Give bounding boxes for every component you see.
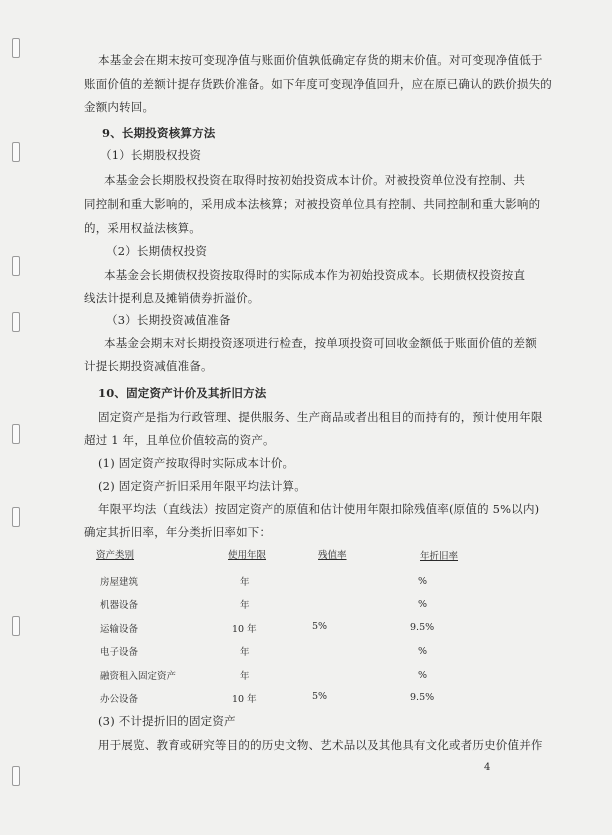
table-cell: 机器设备 bbox=[100, 600, 139, 611]
binder-hole bbox=[12, 766, 20, 786]
table-cell: 年 bbox=[240, 600, 250, 611]
table-cell: % bbox=[418, 670, 428, 681]
table-cell: 融资租入固定资产 bbox=[100, 671, 177, 682]
para-line: 超过 1 年，且单位价值较高的资产。 bbox=[84, 433, 275, 447]
subsection-heading: （2）长期债权投资 bbox=[106, 244, 208, 258]
binder-hole bbox=[12, 38, 20, 58]
para-line: 线法计提利息及摊销债券折溢价。 bbox=[84, 291, 260, 305]
binder-hole bbox=[12, 507, 20, 527]
table-cell: 9.5% bbox=[410, 622, 435, 633]
table-cell: 办公设备 bbox=[100, 694, 139, 705]
para-line: 确定其折旧率，年分类折旧率如下： bbox=[84, 525, 272, 539]
binder-hole bbox=[12, 256, 20, 276]
para-line: 金额内转回。 bbox=[84, 100, 155, 114]
table-cell: 房屋建筑 bbox=[100, 577, 139, 588]
para-line: 本基金会在期末按可变现净值与账面价值孰低确定存货的期末价值。对可变现净值低于 bbox=[98, 53, 543, 67]
para-line: 账面价值的差额计提存货跌价准备。如下年度可变现净值回升，应在原已确认的跌价损失的 bbox=[84, 77, 552, 91]
table-cell: % bbox=[418, 646, 428, 657]
para-line: 的，采用权益法核算。 bbox=[84, 221, 201, 235]
para-line: 固定资产是指为行政管理、提供服务、生产商品或者出租目的而持有的，预计使用年限 bbox=[98, 410, 543, 424]
subsection-heading: （1）长期股权投资 bbox=[100, 148, 202, 162]
para-line: 计提长期投资减值准备。 bbox=[84, 359, 213, 373]
binder-hole bbox=[12, 142, 20, 162]
table-cell: % bbox=[418, 576, 428, 587]
section-heading: 9、长期投资核算方法 bbox=[102, 126, 216, 140]
para-line: 年限平均法（直线法）按固定资产的原值和估计使用年限扣除残值率(原值的 5%以内) bbox=[98, 502, 540, 516]
page-number: 4 bbox=[484, 762, 491, 773]
table-header: 使用年限 bbox=[228, 550, 267, 561]
table-header: 资产类别 bbox=[96, 550, 135, 561]
binder-hole bbox=[12, 616, 20, 636]
table-cell: 5% bbox=[312, 691, 328, 702]
table-cell: 电子设备 bbox=[100, 647, 139, 658]
table-header: 年折旧率 bbox=[420, 551, 459, 562]
binder-hole bbox=[12, 312, 20, 332]
list-item: (2) 固定资产折旧采用年限平均法计算。 bbox=[98, 479, 306, 493]
para-line: 本基金会期末对长期投资逐项进行检查，按单项投资可回收金额低于账面价值的差额 bbox=[104, 336, 537, 350]
table-cell: 年 bbox=[240, 647, 250, 658]
table-cell: 运输设备 bbox=[100, 624, 139, 635]
table-cell: 10 年 bbox=[232, 624, 257, 635]
para-line: 用于展览、教育或研究等目的的历史文物、艺术品以及其他具有文化或者历史价值并作 bbox=[98, 738, 543, 752]
list-item: (3) 不计提折旧的固定资产 bbox=[98, 714, 236, 728]
table-cell: 9.5% bbox=[410, 692, 435, 703]
table-cell: % bbox=[418, 599, 428, 610]
list-item: (1) 固定资产按取得时实际成本计价。 bbox=[98, 456, 295, 470]
table-cell: 年 bbox=[240, 671, 250, 682]
table-header: 残值率 bbox=[318, 550, 347, 561]
para-line: 同控制和重大影响的，采用成本法核算；对被投资单位具有控制、共同控制和重大影响的 bbox=[84, 197, 541, 211]
binder-hole bbox=[12, 424, 20, 444]
table-cell: 年 bbox=[240, 577, 250, 588]
subsection-heading: （3）长期投资减值准备 bbox=[106, 313, 231, 327]
para-line: 本基金会长期债权投资按取得时的实际成本作为初始投资成本。长期债权投资按直 bbox=[104, 268, 526, 282]
para-line: 本基金会长期股权投资在取得时按初始投资成本计价。对被投资单位没有控制、共 bbox=[104, 173, 526, 187]
section-heading: 10、固定资产计价及其折旧方法 bbox=[98, 386, 267, 400]
table-cell: 5% bbox=[312, 621, 328, 632]
table-cell: 10 年 bbox=[232, 694, 257, 705]
